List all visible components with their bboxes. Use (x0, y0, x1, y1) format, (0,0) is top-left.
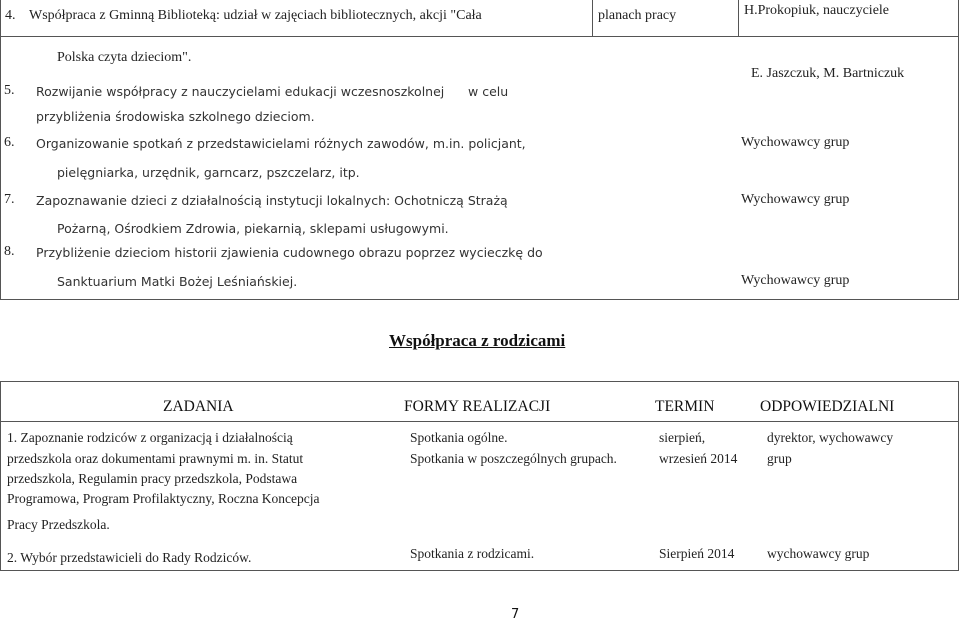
row-7-task-line2: Pożarną, Ośrodkiem Zdrowia, piekarnią, sklepami usługowymi. (57, 221, 449, 236)
header-zadania: ZADANIA (163, 398, 234, 415)
parents-row-2-term: Sierpień 2014 (659, 546, 735, 561)
header-termin: TERMIN (655, 398, 715, 415)
header-odpowiedzialni: ODPOWIEDZIALNI (760, 398, 895, 415)
row-6-responsible: Wychowawcy grup (741, 135, 850, 150)
parents-row-1-term-line1: sierpień, (659, 430, 706, 445)
header-formy-realizacji: FORMY REALIZACJI (404, 398, 551, 415)
parents-row-2-form: Spotkania z rodzicami. (410, 546, 535, 561)
parents-table-left-border (0, 381, 1, 571)
parents-row-1-form-line1: Spotkania ogólne. (410, 430, 508, 445)
row-4-responsible: H.Prokopiuk, nauczyciele (744, 3, 890, 18)
row-6-number: 6. (4, 135, 15, 150)
row-4-task-line2: Polska czyta dzieciom". (57, 50, 192, 65)
row-8-responsible: Wychowawcy grup (741, 273, 850, 288)
top-table-row-divider (0, 36, 959, 37)
top-table-left-border (0, 0, 1, 300)
parents-row-1-task-line5: Pracy Przedszkola. (7, 517, 110, 532)
row-4-number: 4. (5, 8, 16, 23)
row-4-form: planach pracy (598, 8, 677, 23)
row-6-task-line2: pielęgniarka, urzędnik, garncarz, pszczelarz, itp. (57, 165, 360, 180)
parents-row-1-resp-line2: grup (767, 451, 792, 466)
row-6-task-line1: Organizowanie spotkań z przedstawicielami różnych zawodów, m.in. policjant, (36, 136, 526, 151)
parents-table-header-divider (0, 421, 959, 422)
parents-row-1-form-line2: Spotkania w poszczególnych grupach. (410, 451, 617, 466)
row-7-responsible: Wychowawcy grup (741, 192, 850, 207)
parents-row-1-task-line4: Programowa, Program Profilaktyczny, Roczna Koncepcja (7, 491, 320, 506)
top-table-col-divider-2 (738, 0, 739, 37)
parents-row-2-resp: wychowawcy grup (767, 546, 870, 561)
parents-row-1-task-line2: przedszkola oraz dokumentami prawnymi m. in. Statut (7, 451, 304, 466)
row-5-responsible: E. Jaszczuk, M. Bartniczuk (751, 66, 905, 81)
parents-row-1-task-line3: przedszkola, Regulamin pracy przedszkola, Podstawa (7, 471, 298, 486)
top-table-bottom-border (0, 299, 959, 300)
parents-table-top-border (0, 381, 959, 382)
row-7-number: 7. (4, 192, 15, 207)
parents-row-1-resp-line1: dyrektor, wychowawcy (767, 430, 894, 445)
parents-row-2-task: 2. Wybór przedstawicieli do Rady Rodziców. (7, 550, 252, 565)
row-5-task-line1: Rozwijanie współpracy z nauczycielami edukacji wczesnoszkolnej (36, 84, 445, 99)
row-4-task-line1: Współpraca z Gminną Biblioteką: udział w zajęciach bibliotecznych, akcji "Cała (29, 8, 482, 23)
parents-table-bottom-border (0, 570, 959, 571)
row-7-task-line1: Zapoznawanie dzieci z działalnością instytucji lokalnych: Ochotniczą Strażą (36, 193, 508, 208)
top-table-col-divider-1 (592, 0, 593, 37)
row-8-task-line1: Przybliżenie dzieciom historii zjawienia cudownego obrazu poprzez wycieczkę do (36, 245, 543, 260)
row-5-task-line1b: w celu (468, 84, 509, 99)
section-title: Współpraca z rodzicami (389, 331, 566, 350)
parents-row-1-task-line1: 1. Zapoznanie rodziców z organizacją i działalnością (7, 430, 293, 445)
parents-row-1-term-line2: wrzesień 2014 (659, 451, 738, 466)
page-number: 7 (511, 607, 520, 622)
row-5-number: 5. (4, 83, 15, 98)
row-8-task-line2: Sanktuarium Matki Bożej Leśniańskiej. (57, 274, 298, 289)
row-8-number: 8. (4, 244, 15, 259)
row-5-task-line2: przybliżenia środowiska szkolnego dzieciom. (36, 109, 315, 124)
